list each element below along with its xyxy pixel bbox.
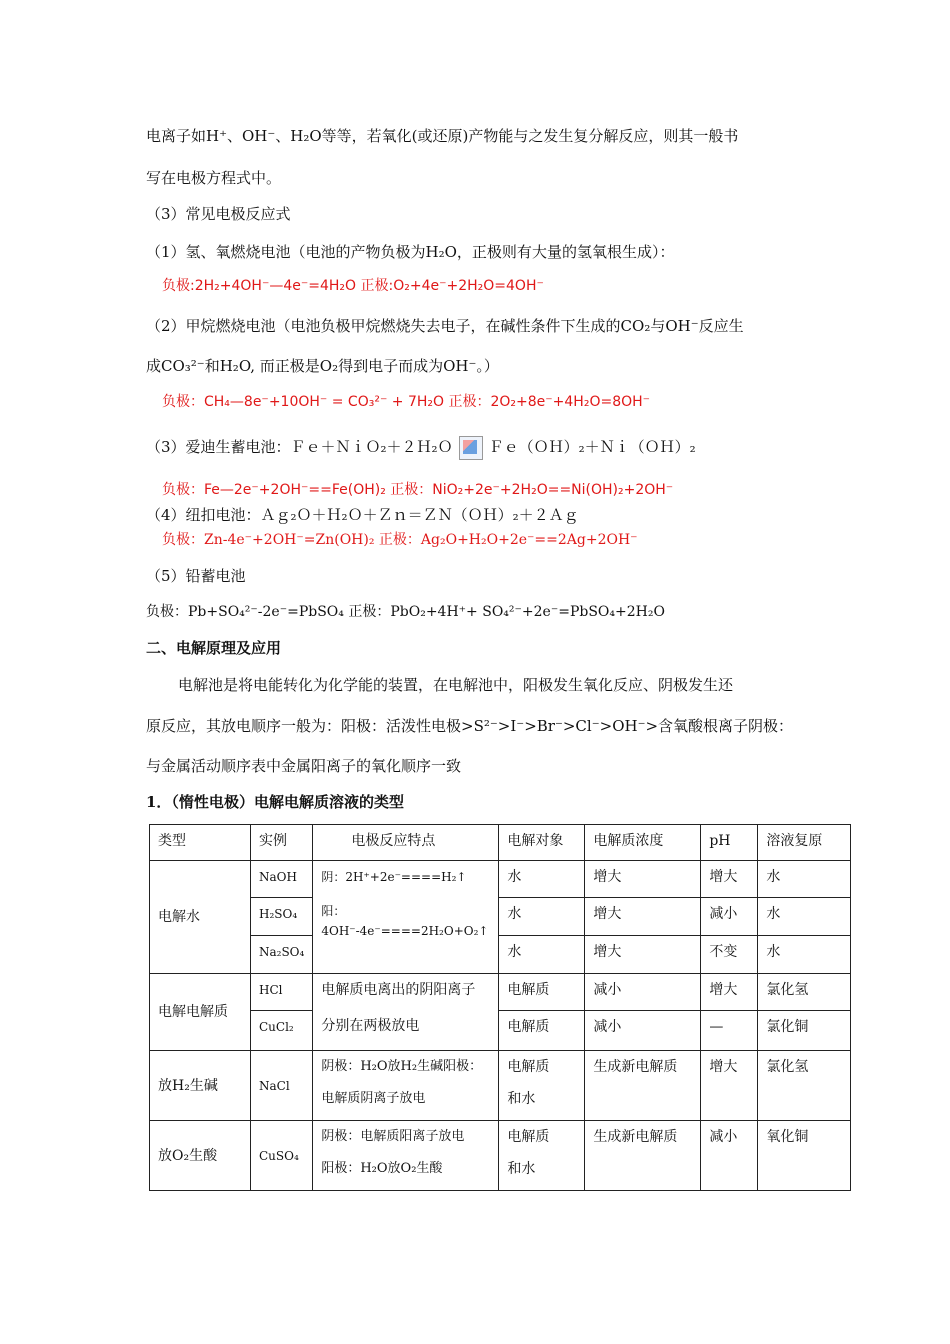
- example-cell: H₂SO₄: [251, 898, 313, 936]
- para-line-2: 原反应，其放电顺序一般为：阳极：活泼性电极>S²⁻>I⁻>Br⁻>Cl⁻>OH⁻>含氧酸根离子阴极：: [146, 717, 794, 735]
- example-cell: Na₂SO₄: [251, 936, 313, 974]
- object-line-1: 电解质: [507, 1059, 550, 1075]
- table-title: 1．（惰性电极）电解电解质溶液的类型: [146, 793, 404, 811]
- feature-line-1: 阴：2H⁺+2e⁻====H₂↑: [321, 870, 467, 884]
- object-cell: [499, 1051, 585, 1121]
- table-row: [150, 1011, 851, 1051]
- item-2-title-cont: 成CO₃²⁻和H₂O, 而正极是O₂得到电子而成为OH⁻。）: [146, 357, 499, 375]
- table-row: [150, 1051, 851, 1121]
- ph-cell: 减小: [701, 1121, 758, 1191]
- feature-line-2: 电解质阴离子放电: [321, 1091, 426, 1106]
- example-cell: CuCl₂: [251, 1011, 313, 1051]
- ph-cell: 增大: [701, 861, 758, 898]
- example-cell: CuSO₄: [251, 1121, 313, 1191]
- object-line-1: 电解质: [507, 1129, 550, 1145]
- item-2-equation: 负极：CH₄—8e⁻+10OH⁻ = CO₃²⁻ + 7H₂O 正极：2O₂+8e⁻+4H₂O=8OH⁻: [162, 394, 651, 410]
- concentration-cell: 减小: [585, 974, 701, 1011]
- object-cell: 电解质: [499, 974, 585, 1011]
- item-1-title: （1）氢、氧燃烧电池（电池的产物负极为H₂O，正极则有大量的氢氧根生成）：: [146, 243, 675, 261]
- object-cell: 水: [499, 898, 585, 936]
- header-ph: pH: [701, 825, 758, 861]
- restore-cell: 氯化氢: [758, 974, 851, 1011]
- object-cell: 水: [499, 936, 585, 974]
- section-2-title: 二、电解原理及应用: [146, 639, 282, 657]
- table-row: [150, 936, 851, 974]
- ph-cell: 增大: [701, 1051, 758, 1121]
- para-line-3: 与金属活动顺序表中金属阳离子的氧化顺序一致: [146, 757, 462, 775]
- feature-line-2: 阳：4OH⁻-4e⁻====2H₂O+O₂↑: [321, 904, 489, 938]
- concentration-cell: 增大: [585, 936, 701, 974]
- item-3-equation: 负极：Fe—2e⁻+2OH⁻==Fe(OH)₂ 正极：NiO₂+2e⁻+2H₂O==Ni(OH)₂+2OH⁻: [162, 482, 674, 498]
- feature-line-1: 电解质电离出的阴阳离子: [321, 982, 476, 998]
- header-example: 实例: [251, 825, 313, 861]
- example-cell: NaCl: [251, 1051, 313, 1121]
- header-concentration: 电解质浓度: [585, 825, 701, 861]
- table-row: [150, 898, 851, 936]
- type-cell: 放H₂生碱: [150, 1051, 251, 1121]
- concentration-cell: 增大: [585, 861, 701, 898]
- example-cell: HCl: [251, 974, 313, 1011]
- header-type: 类型: [150, 825, 251, 861]
- feature-cell: [313, 1051, 499, 1121]
- broken-image-icon: [459, 436, 483, 460]
- concentration-cell: 增大: [585, 898, 701, 936]
- type-cell: 电解水: [150, 861, 251, 974]
- object-cell: 水: [499, 861, 585, 898]
- item-3-title: [146, 436, 696, 460]
- header-restore: 溶液复原: [758, 825, 851, 861]
- intro-line-2: 写在电极方程式中。: [146, 169, 282, 187]
- header-object: 电解对象: [499, 825, 585, 861]
- restore-cell: 水: [758, 936, 851, 974]
- electrolysis-table: [149, 824, 851, 1191]
- restore-cell: 水: [758, 898, 851, 936]
- concentration-cell: 减小: [585, 1011, 701, 1051]
- example-cell: NaOH: [251, 861, 313, 898]
- item-2-title: （2）甲烷燃烧电池（电池负极甲烷燃烧失去电子，在碱性条件下生成的CO₂与OH⁻反应生: [146, 317, 744, 335]
- feature-line-2: 分别在两极放电: [321, 1018, 420, 1034]
- restore-cell: 氯化铜: [758, 1011, 851, 1051]
- type-cell: 电解电解质: [150, 974, 251, 1051]
- object-line-2: 和水: [507, 1091, 536, 1107]
- item-3-title-b: Ｆｅ（ＯＨ）₂＋Ｎｉ（ＯＨ）₂: [488, 438, 696, 456]
- para-line-1: 电解池是将电能转化为化学能的装置，在电解池中，阳极发生氧化反应、阴极发生还: [178, 676, 734, 694]
- object-cell: 电解质: [499, 1011, 585, 1051]
- item-5-equation: 负极：Pb+SO₄²⁻-2e⁻=PbSO₄ 正极：PbO₂+4H⁺+ SO₄²⁻+2e⁻=PbSO₄+2H₂O: [146, 604, 665, 620]
- item-1-equation: 负极:2H₂+4OH⁻—4e⁻=4H₂O 正极:O₂+4e⁻+2H₂O=4OH⁻: [162, 278, 544, 294]
- item-3-title-a: （3）爱迪生蓄电池：Ｆｅ＋ＮｉＯ₂＋２Ｈ₂Ｏ: [146, 438, 453, 456]
- object-cell: [499, 1121, 585, 1191]
- ph-cell: 减小: [701, 898, 758, 936]
- header-feature: 电极反应特点: [313, 825, 499, 861]
- feature-line-1: 阴极：H₂O放H₂生碱阳极：: [321, 1059, 483, 1074]
- restore-cell: 氯化氢: [758, 1051, 851, 1121]
- ph-cell: 增大: [701, 974, 758, 1011]
- feature-line-1: 阴极：电解质阳离子放电: [321, 1129, 465, 1144]
- feature-cell: [313, 974, 499, 1051]
- object-line-2: 和水: [507, 1161, 536, 1177]
- feature-cell: [313, 861, 499, 974]
- concentration-cell: 生成新电解质: [585, 1121, 701, 1191]
- intro-line-1: 电离子如H⁺、OH⁻、H₂O等等，若氧化(或还原)产物能与之发生复分解反应，则其一般书: [146, 127, 739, 145]
- restore-cell: 氧化铜: [758, 1121, 851, 1191]
- restore-cell: 水: [758, 861, 851, 898]
- feature-cell: [313, 1121, 499, 1191]
- item-5-title: （5）铅蓄电池: [146, 567, 246, 585]
- ph-cell: —: [701, 1011, 758, 1051]
- table-header-row: [150, 825, 851, 861]
- type-cell: 放O₂生酸: [150, 1121, 251, 1191]
- section-3-title: （3）常见电极反应式: [146, 205, 291, 223]
- ph-cell: 不变: [701, 936, 758, 974]
- item-4-title: （4）纽扣电池：Ａｇ₂Ｏ＋Ｈ₂Ｏ＋Ｚｎ＝ＺＮ（ＯＨ）₂＋２Ａｇ: [146, 506, 579, 524]
- concentration-cell: 生成新电解质: [585, 1051, 701, 1121]
- table-row: [150, 861, 851, 898]
- item-4-equation: 负极：Zn-4e⁻+2OH⁻=Zn(OH)₂ 正极：Ag₂O+H₂O+2e⁻==2Ag+2OH⁻: [162, 532, 638, 548]
- table-row: [150, 974, 851, 1011]
- feature-line-2: 阳极：H₂O放O₂生酸: [321, 1161, 443, 1176]
- table-row: [150, 1121, 851, 1191]
